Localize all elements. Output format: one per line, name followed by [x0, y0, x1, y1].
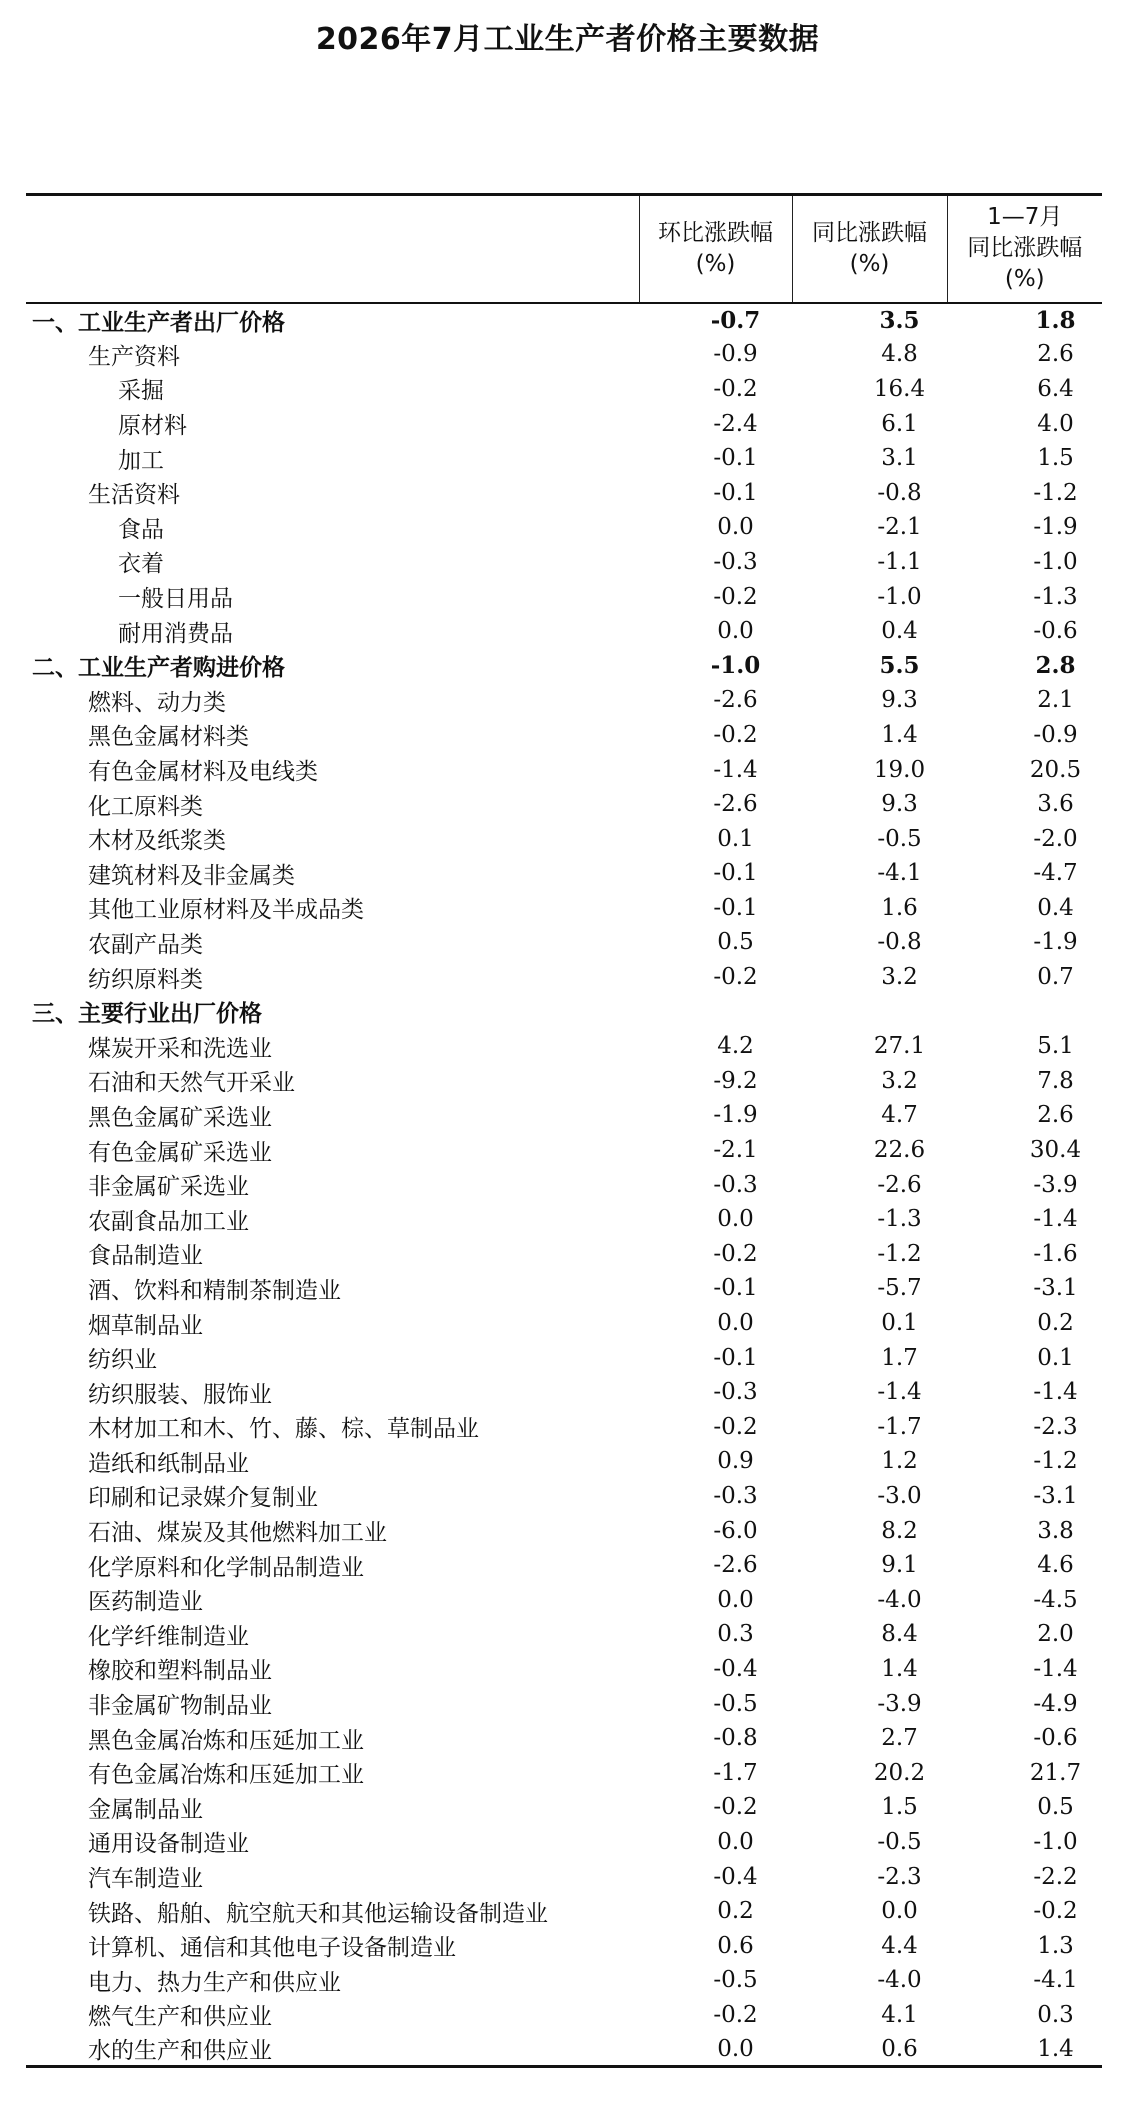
row-name: 造纸和纸制品业 [88, 1450, 249, 1477]
table-row [26, 1755, 1102, 1790]
row-mom-value: 0.3 [717, 1621, 754, 1648]
row-name: 黑色金属材料类 [88, 724, 249, 751]
row-ytd-value [947, 994, 1102, 1029]
header-item-blank [26, 195, 639, 303]
row-mom-value: -0.3 [713, 548, 758, 575]
row-name: 有色金属材料及电线类 [88, 759, 318, 786]
row-ytd-value: -2.3 [1033, 1413, 1078, 1440]
row-yoy-value [792, 994, 947, 1029]
row-name: 生产资料 [88, 343, 180, 370]
row-mom-value: -0.2 [713, 1240, 758, 1267]
row-yoy-value: 0.4 [881, 618, 918, 645]
table-row [26, 1790, 1102, 1825]
table-row [26, 406, 1102, 441]
row-name: 其他工业原材料及半成品类 [88, 897, 364, 924]
page-title: 2026年7月工业生产者价格主要数据 [315, 22, 820, 57]
header-mom-line1: 环比涨跌幅 [658, 219, 773, 246]
header-ytd-line3: (%) [1004, 266, 1045, 293]
row-name: 化学纤维制造业 [88, 1623, 249, 1650]
row-ytd-value: 1.8 [1035, 306, 1076, 334]
row-mom-value: 0.0 [717, 1310, 754, 1337]
table-row [26, 683, 1102, 718]
table-row [26, 1721, 1102, 1756]
row-yoy-value: -0.5 [877, 1828, 922, 1855]
row-name: 建筑材料及非金属类 [88, 862, 295, 889]
row-name: 电力、热力生产和供应业 [88, 1969, 341, 1996]
row-ytd-value: 2.6 [1037, 1102, 1074, 1129]
row-name: 耐用消费品 [118, 620, 233, 647]
ppi-data-table [26, 193, 1102, 2068]
row-ytd-value: -1.3 [1033, 583, 1078, 610]
row-mom-value: -0.2 [713, 375, 758, 402]
row-ytd-value: 3.8 [1037, 1517, 1074, 1544]
row-ytd-value: 2.1 [1037, 687, 1074, 714]
row-yoy-value: 6.1 [881, 410, 918, 437]
row-yoy-value: 0.0 [881, 1898, 918, 1925]
table-row [26, 1064, 1102, 1099]
row-ytd-value: 20.5 [1029, 756, 1082, 783]
row-name: 非金属矿采选业 [88, 1174, 249, 1201]
header-row [26, 195, 1102, 303]
row-ytd-value: 7.8 [1037, 1067, 1074, 1094]
row-yoy-value: 3.2 [881, 1067, 918, 1094]
row-mom-value: -0.2 [713, 583, 758, 610]
row-yoy-value: 22.6 [873, 1137, 926, 1164]
table-row [26, 2032, 1102, 2067]
row-yoy-value: -3.0 [877, 1482, 922, 1509]
row-yoy-value: -2.1 [877, 514, 922, 541]
row-mom-value: 0.0 [717, 2035, 754, 2062]
row-mom-value: -0.1 [713, 445, 758, 472]
table-row [26, 579, 1102, 614]
row-name: 通用设备制造业 [88, 1831, 249, 1858]
row-name: 采掘 [118, 378, 164, 405]
table-row [26, 1410, 1102, 1445]
row-ytd-value: -1.4 [1033, 1655, 1078, 1682]
row-yoy-value: -4.0 [877, 1586, 922, 1613]
row-mom-value: -0.2 [713, 2001, 758, 2028]
row-name: 农副产品类 [88, 931, 203, 958]
row-mom-value: -1.7 [713, 1759, 758, 1786]
row-ytd-value: -0.9 [1033, 721, 1078, 748]
row-ytd-value: -3.1 [1033, 1275, 1078, 1302]
row-ytd-value: 0.5 [1037, 1794, 1074, 1821]
table-row [26, 994, 1102, 1029]
row-mom-value: -2.6 [713, 687, 758, 714]
table-row [26, 787, 1102, 822]
row-mom-value: -1.4 [713, 756, 758, 783]
row-mom-value: 0.6 [717, 1932, 754, 1959]
row-yoy-value: -1.3 [877, 1206, 922, 1233]
row-name: 有色金属矿采选业 [88, 1139, 272, 1166]
row-name: 煤炭开采和洗选业 [88, 1035, 272, 1062]
row-ytd-value: -2.0 [1033, 825, 1078, 852]
row-ytd-value: 4.0 [1037, 410, 1074, 437]
table-row [26, 1617, 1102, 1652]
row-mom-value [639, 994, 792, 1029]
row-name: 木材及纸浆类 [88, 828, 226, 855]
row-ytd-value: -0.6 [1033, 618, 1078, 645]
row-mom-value: -2.4 [713, 410, 758, 437]
row-mom-value: -0.5 [713, 1690, 758, 1717]
row-ytd-value: -1.2 [1033, 1448, 1078, 1475]
row-ytd-value: -4.7 [1033, 860, 1078, 887]
table-row [26, 1133, 1102, 1168]
table-row [26, 925, 1102, 960]
row-name: 酒、饮料和精制茶制造业 [88, 1277, 341, 1304]
row-ytd-value: 0.3 [1037, 2001, 1074, 2028]
row-ytd-value: -4.5 [1033, 1586, 1078, 1613]
row-ytd-value: -1.4 [1033, 1206, 1078, 1233]
row-yoy-value: 1.4 [881, 721, 918, 748]
table-row [26, 1444, 1102, 1479]
table-row [26, 1513, 1102, 1548]
row-mom-value: -0.7 [710, 306, 761, 334]
table-row [26, 614, 1102, 649]
header-yoy [792, 195, 947, 303]
row-name: 生活资料 [88, 482, 180, 509]
row-name: 一、工业生产者出厂价格 [32, 309, 285, 336]
row-mom-value: -2.6 [713, 791, 758, 818]
row-mom-value: -2.6 [713, 1552, 758, 1579]
row-name: 金属制品业 [88, 1796, 203, 1823]
row-yoy-value: 1.4 [881, 1655, 918, 1682]
table-row [26, 1894, 1102, 1929]
row-yoy-value: 3.2 [881, 964, 918, 991]
row-ytd-value: -1.0 [1033, 1828, 1078, 1855]
row-yoy-value: 20.2 [873, 1759, 926, 1786]
row-name: 食品制造业 [88, 1243, 203, 1270]
row-yoy-value: 4.7 [881, 1102, 918, 1129]
row-mom-value: 0.0 [717, 1206, 754, 1233]
table-row [26, 337, 1102, 372]
header-ytd [947, 195, 1102, 303]
table-row [26, 821, 1102, 856]
table-row [26, 475, 1102, 510]
table-row [26, 1928, 1102, 1963]
row-ytd-value: -1.0 [1033, 548, 1078, 575]
row-ytd-value: -4.9 [1033, 1690, 1078, 1717]
row-mom-value: -0.9 [713, 341, 758, 368]
row-ytd-value: 5.1 [1037, 1033, 1074, 1060]
table-row [26, 1237, 1102, 1272]
row-yoy-value: -1.0 [877, 583, 922, 610]
row-ytd-value: -2.2 [1033, 1863, 1078, 1890]
row-mom-value: -0.1 [713, 894, 758, 921]
row-yoy-value: -2.6 [877, 1171, 922, 1198]
table-row [26, 752, 1102, 787]
row-yoy-value: 9.3 [881, 791, 918, 818]
row-name: 木材加工和木、竹、藤、棕、草制品业 [88, 1416, 479, 1443]
row-yoy-value: 5.5 [879, 652, 920, 680]
row-mom-value: -0.2 [713, 964, 758, 991]
table-row [26, 1998, 1102, 2033]
row-ytd-value: -3.1 [1033, 1482, 1078, 1509]
row-ytd-value: 30.4 [1029, 1137, 1082, 1164]
row-mom-value: -0.3 [713, 1482, 758, 1509]
row-yoy-value: -5.7 [877, 1275, 922, 1302]
row-name: 纺织原料类 [88, 966, 203, 993]
row-ytd-value: 6.4 [1037, 375, 1074, 402]
row-name: 燃气生产和供应业 [88, 2004, 272, 2031]
row-ytd-value: 2.0 [1037, 1621, 1074, 1648]
header-ytd-line2: 同比涨跌幅 [967, 235, 1083, 262]
row-name: 纺织业 [88, 1347, 157, 1374]
header-yoy-line1: 同比涨跌幅 [812, 219, 927, 246]
row-name: 黑色金属矿采选业 [88, 1104, 272, 1131]
row-name: 铁路、船舶、航空航天和其他运输设备制造业 [88, 1900, 548, 1927]
row-name: 石油和天然气开采业 [88, 1070, 295, 1097]
row-yoy-value: 4.8 [881, 341, 918, 368]
row-ytd-value: 3.6 [1037, 791, 1074, 818]
row-yoy-value: 1.6 [881, 894, 918, 921]
row-mom-value: -0.2 [713, 1794, 758, 1821]
row-yoy-value: 9.3 [881, 687, 918, 714]
table-body [26, 303, 1102, 2067]
row-yoy-value: 8.4 [881, 1621, 918, 1648]
row-name: 计算机、通信和其他电子设备制造业 [88, 1935, 456, 1962]
row-yoy-value: -4.1 [877, 860, 922, 887]
table-header [26, 195, 1102, 303]
row-yoy-value: 0.6 [881, 2035, 918, 2062]
row-yoy-value: 4.1 [881, 2001, 918, 2028]
row-ytd-value: -0.6 [1033, 1725, 1078, 1752]
row-yoy-value: -0.8 [877, 479, 922, 506]
row-mom-value: -0.5 [713, 1967, 758, 1994]
row-yoy-value: 3.5 [879, 306, 920, 334]
row-mom-value: 0.2 [717, 1898, 754, 1925]
row-name: 加工 [118, 447, 164, 474]
row-ytd-value: 4.6 [1037, 1552, 1074, 1579]
row-yoy-value: -1.2 [877, 1240, 922, 1267]
row-mom-value: -0.8 [713, 1725, 758, 1752]
row-name: 燃料、动力类 [88, 689, 226, 716]
row-yoy-value: -3.9 [877, 1690, 922, 1717]
row-name: 烟草制品业 [88, 1312, 203, 1339]
row-ytd-value: 0.1 [1037, 1344, 1074, 1371]
table-row [26, 1271, 1102, 1306]
table-row [26, 891, 1102, 926]
table-row [26, 1652, 1102, 1687]
table-row [26, 856, 1102, 891]
row-mom-value: -0.2 [713, 721, 758, 748]
row-name: 化学原料和化学制品制造业 [88, 1554, 364, 1581]
row-mom-value: -1.0 [710, 652, 761, 680]
table-row [26, 718, 1102, 753]
table-row [26, 1479, 1102, 1514]
row-mom-value: -0.4 [713, 1655, 758, 1682]
row-yoy-value: 9.1 [881, 1552, 918, 1579]
row-name: 衣着 [118, 551, 164, 578]
table-row [26, 1548, 1102, 1583]
table-row [26, 303, 1102, 338]
row-ytd-value: -3.9 [1033, 1171, 1078, 1198]
row-mom-value: -0.3 [713, 1171, 758, 1198]
table-row [26, 510, 1102, 545]
row-yoy-value: -0.8 [877, 929, 922, 956]
row-mom-value: 0.0 [717, 1586, 754, 1613]
row-ytd-value: 2.6 [1037, 341, 1074, 368]
row-mom-value: 0.5 [717, 929, 754, 956]
row-mom-value: -9.2 [713, 1067, 758, 1094]
header-mom [639, 195, 792, 303]
table-row [26, 1098, 1102, 1133]
row-mom-value: 0.0 [717, 1828, 754, 1855]
row-yoy-value: 4.4 [881, 1932, 918, 1959]
table-row [26, 1167, 1102, 1202]
row-name: 有色金属冶炼和压延加工业 [88, 1762, 364, 1789]
row-ytd-value: -1.4 [1033, 1379, 1078, 1406]
row-mom-value: -2.1 [713, 1137, 758, 1164]
table-row [26, 1859, 1102, 1894]
row-mom-value: -0.1 [713, 1275, 758, 1302]
row-ytd-value: -1.9 [1033, 514, 1078, 541]
row-name: 水的生产和供应业 [88, 2038, 272, 2065]
row-name: 纺织服装、服饰业 [88, 1381, 272, 1408]
row-name: 三、主要行业出厂价格 [32, 1001, 262, 1028]
row-ytd-value: 1.3 [1037, 1932, 1074, 1959]
table-row [26, 372, 1102, 407]
row-yoy-value: -0.5 [877, 825, 922, 852]
row-yoy-value: 1.7 [881, 1344, 918, 1371]
table-row [26, 441, 1102, 476]
table-row [26, 1306, 1102, 1341]
row-mom-value: -0.3 [713, 1379, 758, 1406]
table-row [26, 648, 1102, 683]
row-mom-value: -0.4 [713, 1863, 758, 1890]
row-yoy-value: -4.0 [877, 1967, 922, 1994]
row-ytd-value: 0.2 [1037, 1310, 1074, 1337]
table-row [26, 1029, 1102, 1064]
row-ytd-value: -4.1 [1033, 1967, 1078, 1994]
row-yoy-value: 8.2 [881, 1517, 918, 1544]
row-yoy-value: 27.1 [873, 1033, 926, 1060]
header-mom-line2: (%) [695, 250, 736, 277]
row-name: 原材料 [118, 413, 187, 440]
row-mom-value: -6.0 [713, 1517, 758, 1544]
row-name: 石油、煤炭及其他燃料加工业 [88, 1520, 387, 1547]
table-row [26, 1340, 1102, 1375]
row-name: 非金属矿物制品业 [88, 1693, 272, 1720]
table-row [26, 1686, 1102, 1721]
row-yoy-value: 3.1 [881, 445, 918, 472]
row-yoy-value: -1.7 [877, 1413, 922, 1440]
row-name: 医药制造业 [88, 1589, 203, 1616]
row-yoy-value: -1.1 [877, 548, 922, 575]
row-yoy-value: 16.4 [873, 375, 926, 402]
table-row [26, 1582, 1102, 1617]
row-name: 一般日用品 [118, 586, 233, 613]
row-yoy-value: 0.1 [881, 1310, 918, 1337]
table-row [26, 960, 1102, 995]
row-ytd-value: -0.2 [1033, 1898, 1078, 1925]
row-mom-value: 0.0 [717, 618, 754, 645]
row-name: 汽车制造业 [88, 1866, 203, 1893]
row-name: 食品 [118, 516, 164, 543]
row-ytd-value: 0.7 [1037, 964, 1074, 991]
row-mom-value: 0.1 [717, 825, 754, 852]
row-name: 印刷和记录媒介复制业 [88, 1485, 318, 1512]
row-mom-value: -0.1 [713, 1344, 758, 1371]
table-row [26, 545, 1102, 580]
row-name: 二、工业生产者购进价格 [32, 655, 285, 682]
row-ytd-value: 2.8 [1035, 652, 1076, 680]
row-name: 黑色金属冶炼和压延加工业 [88, 1727, 364, 1754]
row-ytd-value: 0.4 [1037, 894, 1074, 921]
table-row [26, 1202, 1102, 1237]
row-name: 化工原料类 [88, 793, 203, 820]
row-mom-value: -0.1 [713, 479, 758, 506]
row-yoy-value: 1.2 [881, 1448, 918, 1475]
row-ytd-value: 21.7 [1029, 1759, 1082, 1786]
row-mom-value: -1.9 [713, 1102, 758, 1129]
row-name: 橡胶和塑料制品业 [88, 1658, 272, 1685]
row-yoy-value: 2.7 [881, 1725, 918, 1752]
table-row [26, 1825, 1102, 1860]
row-ytd-value: 1.4 [1037, 2035, 1074, 2062]
header-ytd-line1: 1—7月 [987, 204, 1063, 231]
row-mom-value: 4.2 [717, 1033, 754, 1060]
header-yoy-line2: (%) [849, 250, 890, 277]
table-row [26, 1375, 1102, 1410]
row-yoy-value: 1.5 [881, 1794, 918, 1821]
row-mom-value: -0.1 [713, 860, 758, 887]
table-row [26, 1963, 1102, 1998]
row-mom-value: 0.0 [717, 514, 754, 541]
row-yoy-value: -2.3 [877, 1863, 922, 1890]
row-mom-value: 0.9 [717, 1448, 754, 1475]
row-yoy-value: 19.0 [873, 756, 926, 783]
row-ytd-value: -1.6 [1033, 1240, 1078, 1267]
row-yoy-value: -1.4 [877, 1379, 922, 1406]
row-mom-value: -0.2 [713, 1413, 758, 1440]
row-ytd-value: -1.9 [1033, 929, 1078, 956]
row-name: 农副食品加工业 [88, 1208, 249, 1235]
row-ytd-value: -1.2 [1033, 479, 1078, 506]
row-ytd-value: 1.5 [1037, 445, 1074, 472]
